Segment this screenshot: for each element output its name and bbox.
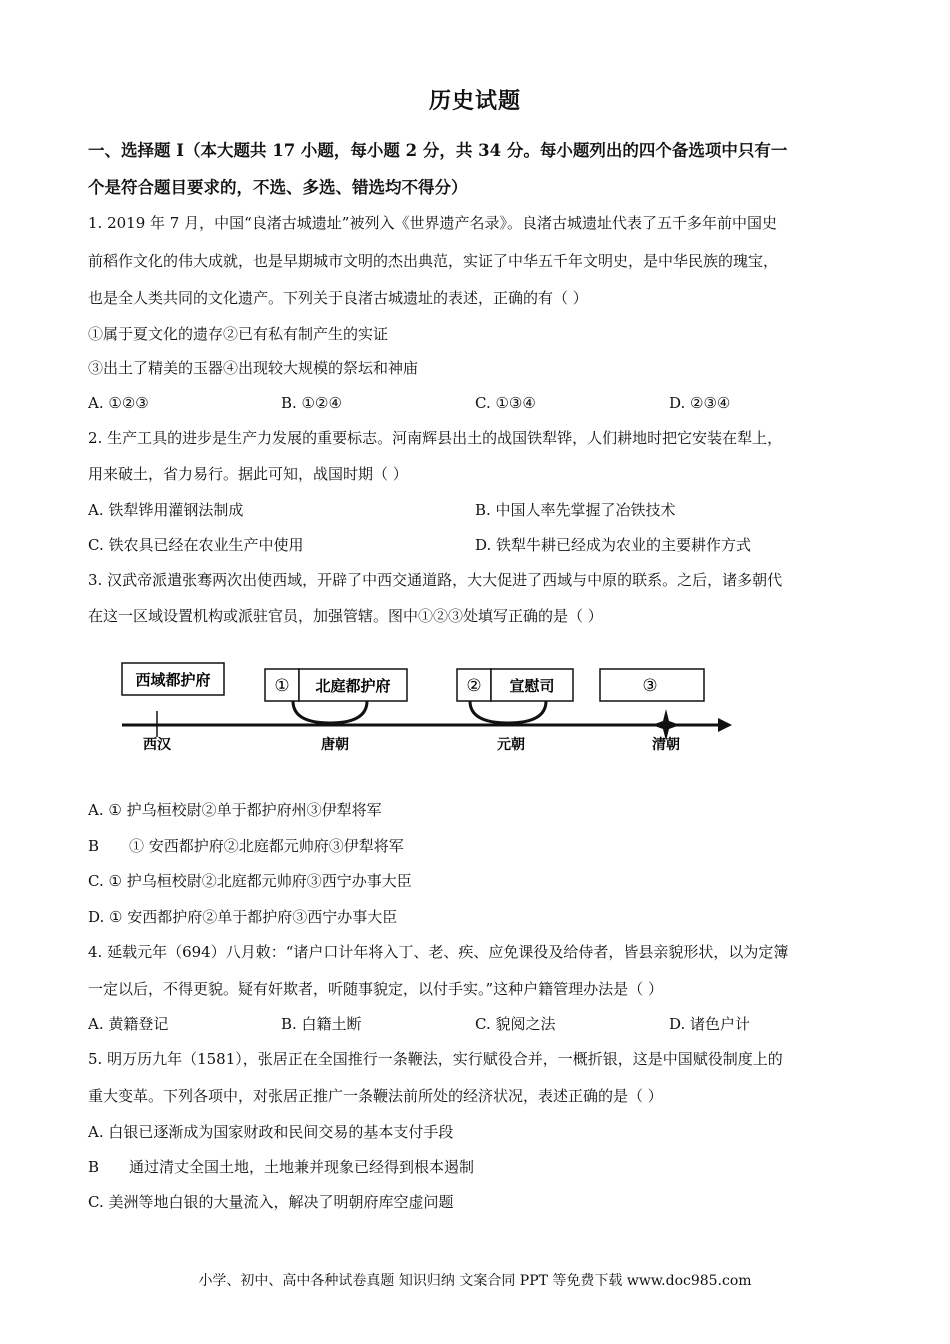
q1-option-c[interactable]: C. ①③④ <box>475 394 536 412</box>
era-xihan: 西汉 <box>143 737 171 753</box>
q5-option-b[interactable]: B 通过清丈全国土地，土地兼并现象已经得到根本遏制 <box>88 1158 475 1176</box>
mark2-label: ② <box>466 676 482 696</box>
q5-option-a[interactable]: A. 白银已逐渐成为国家财政和民间交易的基本支付手段 <box>88 1123 454 1141</box>
mark3-label: ③ <box>642 676 658 696</box>
q4-option-a[interactable]: A. 黄籍登记 <box>88 1015 169 1033</box>
era-qing: 清朝 <box>652 737 680 753</box>
box-beiting-label: 北庭都护府 <box>315 677 391 695</box>
q4-option-d[interactable]: D. 诸色户计 <box>669 1015 751 1033</box>
q3-stem-line: 3. 汉武帝派遣张骞两次出使西域，开辟了中西交通道路，大大促进了西域与中原的联系。之后，诸多朝代 <box>88 571 783 589</box>
q1-option-a[interactable]: A. ①②③ <box>88 394 149 412</box>
era-tang: 唐朝 <box>321 737 349 753</box>
q1-statement: ①属于夏文化的遗存②已有私有制产生的实证 <box>88 325 389 343</box>
q4-option-c[interactable]: C. 貌阅之法 <box>475 1015 556 1033</box>
q5-option-c[interactable]: C. 美洲等地白银的大量流入，解决了明朝府库空虚问题 <box>88 1193 454 1211</box>
page-footer: 小学、初中、高中各种试卷真题 知识归纳 文案合同 PPT 等免费下载 www.doc985.com <box>198 1273 752 1289</box>
q2-stem-line: 用来破土，省力易行。据此可知，战国时期（ ） <box>88 465 408 483</box>
q2-option-b[interactable]: B. 中国人率先掌握了冶铁技术 <box>475 501 676 519</box>
q3-option-c[interactable]: C. ① 护乌桓校尉②北庭都元帅府③西宁办事大臣 <box>88 872 412 890</box>
q2-option-c[interactable]: C. 铁农具已经在农业生产中使用 <box>88 536 304 554</box>
q5-stem-line: 重大变革。下列各项中，对张居正推广一条鞭法前所处的经济状况，表述正确的是（ ） <box>88 1087 663 1105</box>
timeline-arrowhead <box>718 718 732 732</box>
q2-option-d[interactable]: D. 铁犁牛耕已经成为农业的主要耕作方式 <box>475 536 752 554</box>
q1-stem-line: 前稻作文化的伟大成就，也是早期城市文明的杰出典范，实证了中华五千年文明史，是中华民族的瑰宝， <box>88 252 779 270</box>
era-yuan: 元朝 <box>497 737 525 753</box>
q4-stem-line: 4. 延载元年（694）八月敕：“诸户口计年将入丁、老、疾、应免课役及给侍者，皆县亲貌形状，以为定簿 <box>88 943 789 961</box>
q1-stem-line: 1. 2019 年 7 月，中国“良渚古城遗址”被列入《世界遗产名录》。良渚古城遗址代表了五千多年前中国史 <box>88 214 777 232</box>
box-xiyu-label: 西域都护府 <box>135 671 211 689</box>
q5-stem-line: 5. 明万历九年（1581），张居正在全国推行一条鞭法，实行赋役合并，一概折银，这是中国赋役制度上的 <box>88 1050 783 1068</box>
q3-timeline-diagram <box>110 655 740 755</box>
box-xuanwei-label: 宣慰司 <box>509 677 555 695</box>
q4-option-b[interactable]: B. 白籍土断 <box>281 1015 362 1033</box>
q1-stem-line: 也是全人类共同的文化遗产。下列关于良渚古城遗址的表述，正确的有（ ） <box>88 289 588 307</box>
q1-statement: ③出土了精美的玉器④出现较大规模的祭坛和神庙 <box>88 359 419 377</box>
q4-stem-line: 一定以后，不得更貌。疑有奸欺者，听随事貌定，以付手实。”这种户籍管理办法是（ ） <box>88 980 663 998</box>
q1-option-b[interactable]: B. ①②④ <box>281 394 342 412</box>
bracket-tang <box>293 701 367 723</box>
q3-option-b[interactable]: B ① 安西都护府②北庭都元帅府③伊犁将军 <box>88 837 404 855</box>
mark1-label: ① <box>274 676 290 696</box>
section-heading-line1: 一、选择题 I（本大题共 17 小题，每小题 2 分，共 34 分。每小题列出的四个备选项中只有一 <box>88 141 788 160</box>
q2-option-a[interactable]: A. 铁犁铧用灌钢法制成 <box>88 501 244 519</box>
bracket-yuan <box>470 701 546 723</box>
page-title: 历史试题 <box>428 88 521 114</box>
section-heading-line2: 个是符合题目要求的，不选、多选、错选均不得分） <box>88 178 468 197</box>
q1-option-d[interactable]: D. ②③④ <box>669 394 731 412</box>
q2-stem-line: 2. 生产工具的进步是生产力发展的重要标志。河南辉县出土的战国铁犁铧，人们耕地时把它安装在犁上， <box>88 429 783 447</box>
q3-stem-line: 在这一区域设置机构或派驻官员，加强管辖。图中①②③处填写正确的是（ ） <box>88 607 603 625</box>
q3-option-a[interactable]: A. ① 护乌桓校尉②单于都护府州③伊犁将军 <box>88 801 382 819</box>
q3-option-d[interactable]: D. ① 安西都护府②单于都护府③西宁办事大臣 <box>88 908 398 926</box>
